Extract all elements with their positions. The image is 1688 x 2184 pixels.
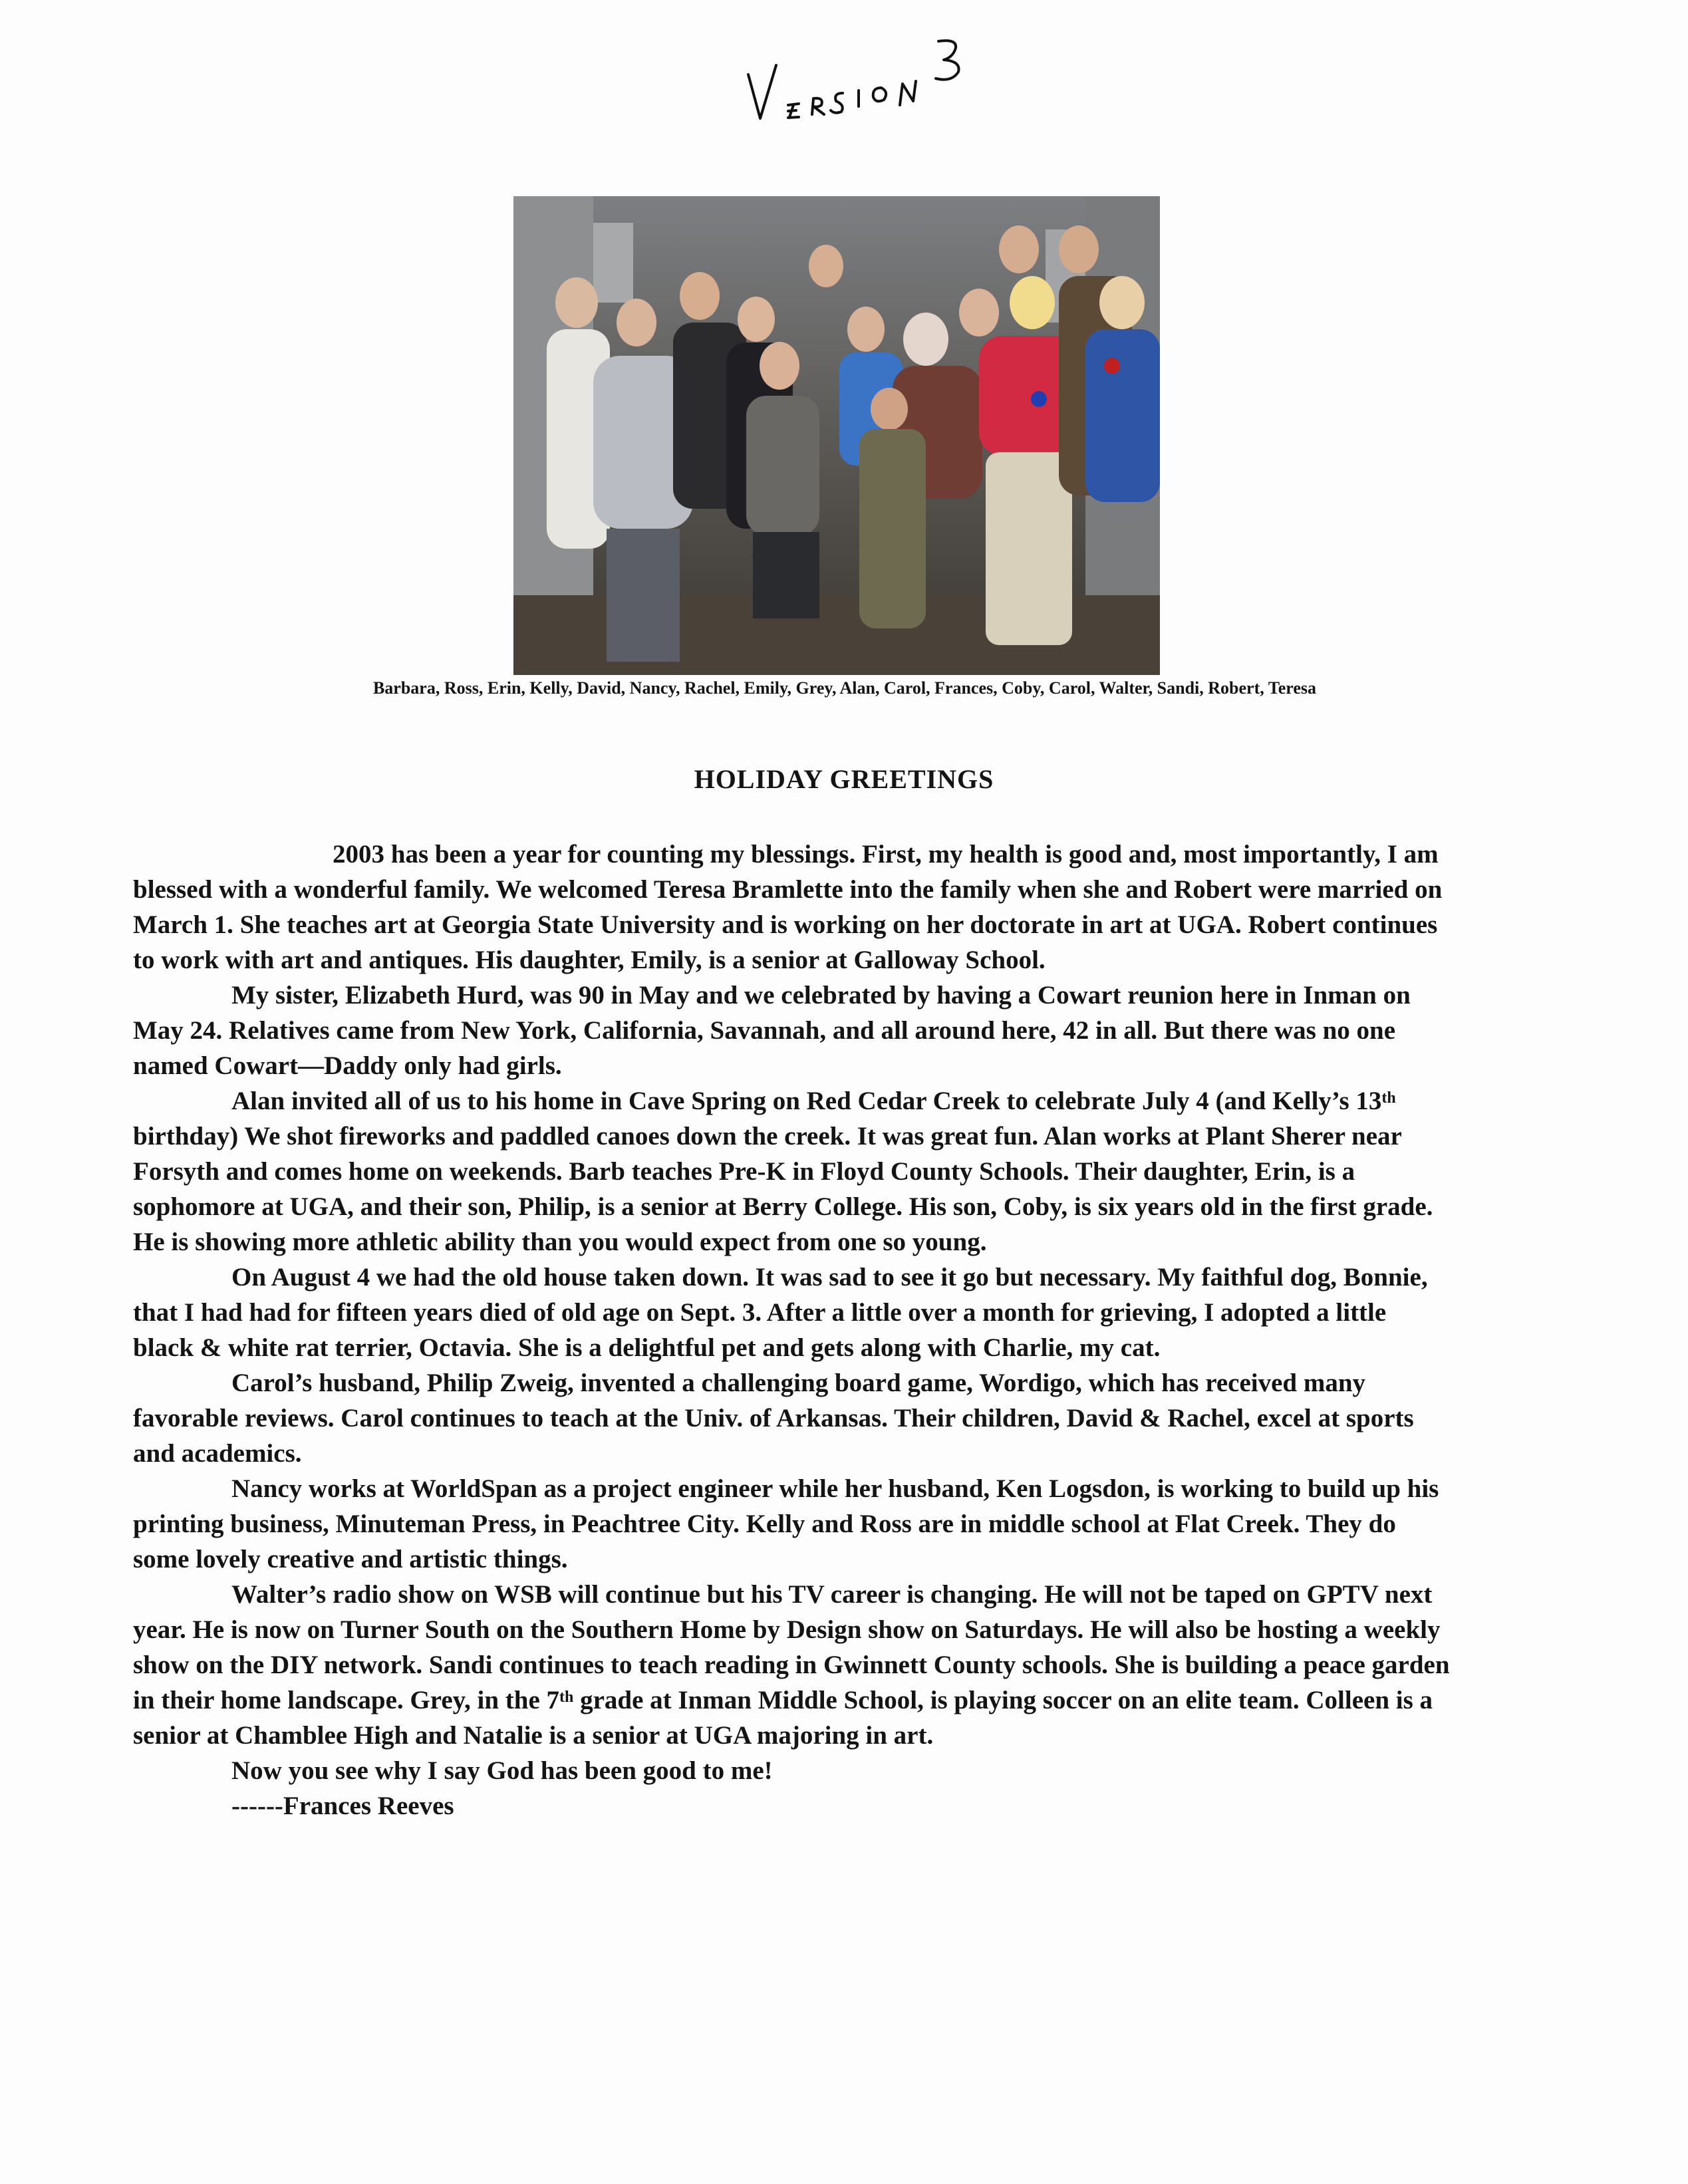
paragraph-4: On August 4 we had the old house taken down. It was sad to see it go but necessary. My faithful dog, Bonnie, that I had had for fifteen years died of old age on Sept. 3. After a little over a month for grieving, I adopted a little black & white rat terrier, Octavia. She is a delightful pet and gets along with Charlie, my cat. [133,1263,1428,1362]
paragraph-7-text-a: Walter’s radio show on WSB will continue but his TV career is changing. He will not be taped on GPTV next year. He is now on Turner South on the Southern Home by Design show on Saturdays. He will also be hosting a weekly show on the DIY network. Sandi continues to teach reading in Gwinnett County schools. She is building a peace garden in their home landscape. Grey, in the 7 [133,1580,1450,1714]
family-group-photo [513,196,1160,675]
paragraph-1 [133,837,1450,978]
year-text: 2003 [333,840,384,869]
photo-caption: Barbara, Ross, Erin, Kelly, David, Nancy, Rachel, Emily, Grey, Alan, Carol, Frances, Coby, Carol, Walter, Sandi, Robert, Teresa [372,678,1317,698]
closing-line: Now you see why I say God has been good to me! [231,1756,773,1785]
ordinal-suffix: th [559,1689,574,1706]
paragraph-3-text-b: birthday) We shot fireworks and paddled canoes down the creek. It was great fun. Alan works at Plant Sherer near Forsyth and comes home on weekends. Barb teaches Pre-K in Floyd County Schools. Their daughter, Erin, is a sophomore at UGA, and their son, Philip, is a senior at Berry College. His son, Coby, is six years old in the first grade. He is showing more athletic ability than you would expect from one so young. [133,1122,1433,1256]
paragraph-3 [133,1083,1450,1260]
paragraph-7-text-b: grade at Inman Middle School, is playing soccer on an elite team. Colleen is a senior at Chamblee High and Natalie is a senior at UGA majoring in art. [133,1686,1433,1750]
paragraph-3-text-a: Alan invited all of us to his home in Cave Spring on Red Cedar Creek to celebrate July 4 (and Kelly’s 13 [231,1087,1382,1115]
paragraph-5: Carol’s husband, Philip Zweig, invented a challenging board game, Wordigo, which has received many favorable reviews. Carol continues to teach at the Univ. of Arkansas. Their children, David & Rachel, excel at sports and academics. [133,1369,1414,1468]
letter-body [133,837,1450,1824]
paragraph-2: My sister, Elizabeth Hurd, was 90 in May and we celebrated by having a Cowart reunion here in Inman on May 24. Relatives came from New York, California, Savannah, and all around here, 42 in all. But there was no one named Cowart—Daddy only had girls. [133,981,1411,1080]
handwritten-version-annotation [742,27,994,126]
paragraph-7 [133,1577,1450,1753]
ordinal-suffix: th [1381,1089,1396,1107]
signature: ------Frances Reeves [231,1792,454,1820]
paragraph-1-text: has been a year for counting my blessings. First, my health is good and, most importantly, I am blessed with a wonderful family. We welcomed Teresa Bramlette into the family when she and Robert were married on March 1. She teaches art at Georgia State University and is working on her doctorate in art at UGA. Robert continues to work with art and antiques. His daughter, Emily, is a senior at Galloway School. [133,840,1443,974]
paragraph-6: Nancy works at WorldSpan as a project engineer while her husband, Ken Logsdon, is working to build up his printing business, Minuteman Press, in Peachtree City. Kelly and Ross are in middle school at Flat Creek. They do some lovely creative and artistic things. [133,1474,1439,1573]
letter-heading: HOLIDAY GREETINGS [694,764,994,794]
